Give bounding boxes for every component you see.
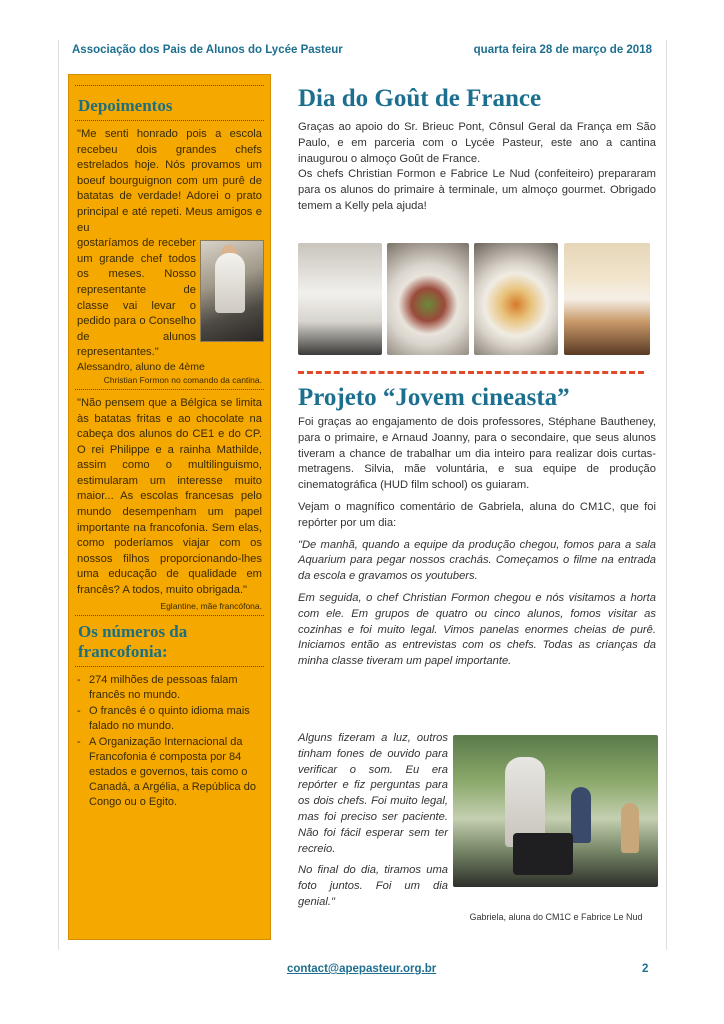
list-item: - 274 milhões de pessoas falam francês no mundo. [77,673,262,703]
numeros-heading: Os números da francofonia: [78,621,188,661]
dotted-divider [75,389,264,390]
article-2-quote-2: Em seguida, o chef Christian Formon chegou e nós visitamos a horta com ele. Em grupos de quatro ou cinco alunos, fomos visitar as cozinhas e foi muito legal. Vimos panelas enormes cheias de purê. Iniciamos então as entrevistas com os chefs. Todas as crianças da minha classe tiveram um papel importante. [298,591,656,668]
francofonia-list [75,673,264,810]
sidebar-box [68,74,271,940]
main-dish-photo [474,243,558,355]
article-jovem-cineasta [298,383,656,670]
article-2-quote-1: "De manhã, quando a equipe da produção chegou, fomos para a sala Aquarium para pegar nossos crachás. Começamos o filme na entrada da escola e gravamos os youtubers. [298,538,656,583]
page-number: 2 [642,963,649,975]
dotted-divider [75,120,264,121]
article-1-title: Dia do Goût de France [298,85,542,112]
testimonial-1-part1: "Me senti honrado pois a escola recebeu dois grandes chefs estrelados hoje. Nós provamos um boeuf bourguignon com um purê de batatas de verdade! Adorei o prato principal e até repeti. Meus amigos e eu [77,128,262,234]
page-header [72,44,652,64]
testimonial-2: "Não pensem que a Bélgica se limita às batatas fritas e ao chocolate na cabeça dos alunos do CE1 e do CP. O rei Philippe e a rainha Mathilde, assim como o multilinguismo, estimularam um interesse muito maior... As escolas francesas pelo mundo desempenham um papel importante na francofonia. Sem elas, como poderíamos viajar com os nossos filhos proporcionando-lhes uma educação de qualidade em francês? A todos, muito obrigada." [77,396,262,597]
photo-strip [298,243,650,355]
child-figure-shape [571,787,591,843]
dotted-divider [75,85,264,86]
depoimentos-heading: Depoimentos [78,96,173,115]
article-2-paragraph-2: Vejam o magnífico comentário de Gabriela, aluna do CM1C, que foi repórter por um dia: [298,500,656,529]
organization-name: Associação dos Pais de Alunos do Lycée Pasteur [72,44,343,56]
chef-figure-shape [215,253,245,313]
camera-shape [513,833,573,875]
testimonial-2-author: Eglantine, mãe francófona. [160,600,262,611]
article-2-title: Projeto “Jovem cineasta” [298,384,570,411]
right-rule [666,40,667,950]
testimonial-1-part2: gostaríamos de receber um grande chef todos os meses. Nosso representante de classe vai levar o pedido para o Conselho de alunos representantes." [77,237,196,359]
article-2-quote-4: No final do dia, tiramos uma foto juntos. Foi um dia genial." [298,864,448,908]
left-rule [58,40,59,950]
quote-column [298,731,448,911]
testimonial-1-author: Alessandro, aluno de 4ème [77,360,205,373]
dotted-divider [75,615,264,616]
section-divider [298,371,644,374]
chefs-photo [298,243,382,355]
salad-photo [387,243,469,355]
article-gout-de-france [298,84,656,215]
list-item: - A Organização Internacional da Francofonia é composta por 84 estados e governos, tais como o Canadá, a Argélia, a República do Congo ou o Egito. [77,735,262,810]
article-2-quote-3: Alguns fizeram a luz, outros tinham fones de ouvido para verificar o som. Eu era repórter e fiz perguntas para os dois chefs. Foi muito legal, mas foi preciso ser paciente. Não foi fácil esperar sem ter recreio. [298,732,448,855]
article-2-paragraph-1: Foi graças ao engajamento de dois professores, Stéphane Bautheney, para o primaire, e Arnaud Joanny, para o secondaire, que seus alunos tiveram a chance de trabalhar um dia inteiro para realizar dois curtas-metragens. Silvia, mãe voluntária, e sua equipe de produção cinematográfica (HUD film school) os guiaram. [298,416,656,492]
article-1-paragraph-1: Graças ao apoio do Sr. Brieuc Pont, Cônsul Geral da França em São Paulo, e em parceria com o Lycée Pasteur, este ano a cantina inaugurou o almoço Goût de France. [298,121,656,165]
dotted-divider [75,666,264,667]
list-item: - O francês é o quinto idioma mais falado no mundo. [77,704,262,734]
chef-photo [200,240,264,342]
child-figure-shape [621,803,639,853]
chef-photo-caption: Christian Formon no comando da cantina. [103,374,262,385]
dessert-photo [564,243,650,355]
issue-date: quarta feira 28 de março de 2018 [473,44,652,56]
filming-photo-caption: Gabriela, aluna do CM1C e Fabrice Le Nud [469,912,643,922]
contact-email-link[interactable]: contact@apepasteur.org.br [287,963,437,975]
article-1-paragraph-2: Os chefs Christian Formon e Fabrice Le Nud (confeiteiro) prepararam para os alunos do primaire à terminale, um almoço gourmet. Obrigado temem a Kelly pela ajuda! [298,168,656,212]
filming-photo [453,735,658,887]
